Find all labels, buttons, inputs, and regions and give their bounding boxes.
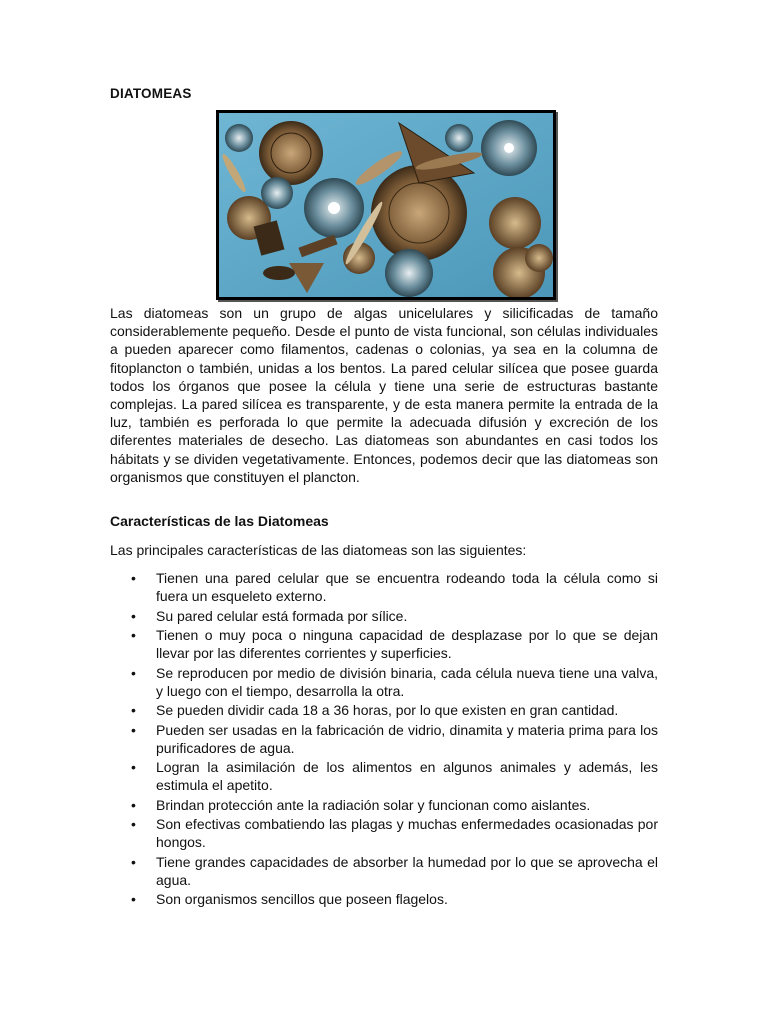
bullet-icon: • — [131, 796, 136, 813]
list-item-text: Logran la asimilación de los alimentos en algunos animales y además, les estimula el apetito. — [156, 759, 658, 794]
section-intro: Las principales características de las diatomeas son las siguientes: — [110, 542, 527, 558]
intro-paragraph: Las diatomeas son un grupo de algas unicelulares y silicificadas de tamaño considerablemente pequeño. Desde el punto de vista funcional, son células individuales a pueden aparecer como filamentos, cadenas o colonias, ya sea en la columna de fitoplancton o también, unidas a los bentos. La pared celular silícea que posee guarda todos los órganos que posee la célula y tiene una serie de estructuras bastante complejas. La pared silícea es transparente, y de esta manera permite la entrada de la luz, también es perforada lo que permite la adecuada difusión y excreción de los diferentes materiales de desecho. Las diatomeas son abundantes en casi todos los hábitats y se dividen vegetativamente. Entonces, podemos decir que las diatomeas son organismos que constituyen el plancton. — [110, 305, 658, 485]
characteristics-list — [110, 569, 658, 910]
diatoms-micrograph-icon — [219, 113, 553, 297]
bullet-icon: • — [131, 759, 136, 776]
bullet-icon: • — [131, 570, 136, 586]
list-item — [110, 569, 658, 605]
list-item — [110, 796, 658, 814]
list-item — [110, 853, 658, 889]
list-item — [110, 626, 658, 662]
bullet-icon: • — [131, 891, 136, 908]
list-item-text: Brindan protección ante la radiación solar y funcionan como aislantes. — [156, 796, 591, 813]
bullet-icon: • — [131, 607, 136, 624]
list-item-text: Tienen una pared celular que se encuentra rodeando toda la célula como si fuera un esqueleto externo. — [156, 570, 658, 605]
list-item — [110, 701, 658, 719]
list-item — [110, 664, 658, 700]
list-item — [110, 815, 658, 851]
list-item-text: Se reproducen por medio de división binaria, cada célula nueva tiene una valva, y luego con el tiempo, desarrolla la otra. — [156, 664, 658, 699]
list-item — [110, 721, 658, 757]
diatoms-image — [216, 110, 556, 300]
page-title: DIATOMEAS — [110, 86, 192, 101]
bullet-icon: • — [131, 721, 136, 738]
list-item — [110, 607, 658, 625]
bullet-icon: • — [131, 626, 136, 643]
list-item-text: Su pared celular está formada por sílice. — [156, 607, 408, 624]
list-item-text: Pueden ser usadas en la fabricación de vidrio, dinamita y materia prima para los purificadores de agua. — [156, 721, 658, 756]
list-item-text: Se pueden dividir cada 18 a 36 horas, por lo que existen en gran cantidad. — [156, 702, 619, 719]
bullet-icon: • — [131, 853, 136, 870]
bullet-icon: • — [131, 816, 136, 833]
list-item — [110, 890, 658, 908]
list-item-text: Son organismos sencillos que poseen flagelos. — [156, 891, 448, 908]
bullet-icon: • — [131, 664, 136, 681]
bullet-icon: • — [131, 702, 136, 719]
list-item-text: Tiene grandes capacidades de absorber la humedad por lo que se aprovecha el agua. — [156, 853, 658, 888]
list-item-text: Tienen o muy poca o ninguna capacidad de desplazase por lo que se dejan llevar por las diferentes corrientes y superficies. — [156, 626, 658, 662]
list-item-text: Son efectivas combatiendo las plagas y muchas enfermedades ocasionadas por hongos. — [156, 816, 658, 851]
list-item — [110, 758, 658, 794]
section-heading: Características de las Diatomeas — [110, 513, 329, 529]
